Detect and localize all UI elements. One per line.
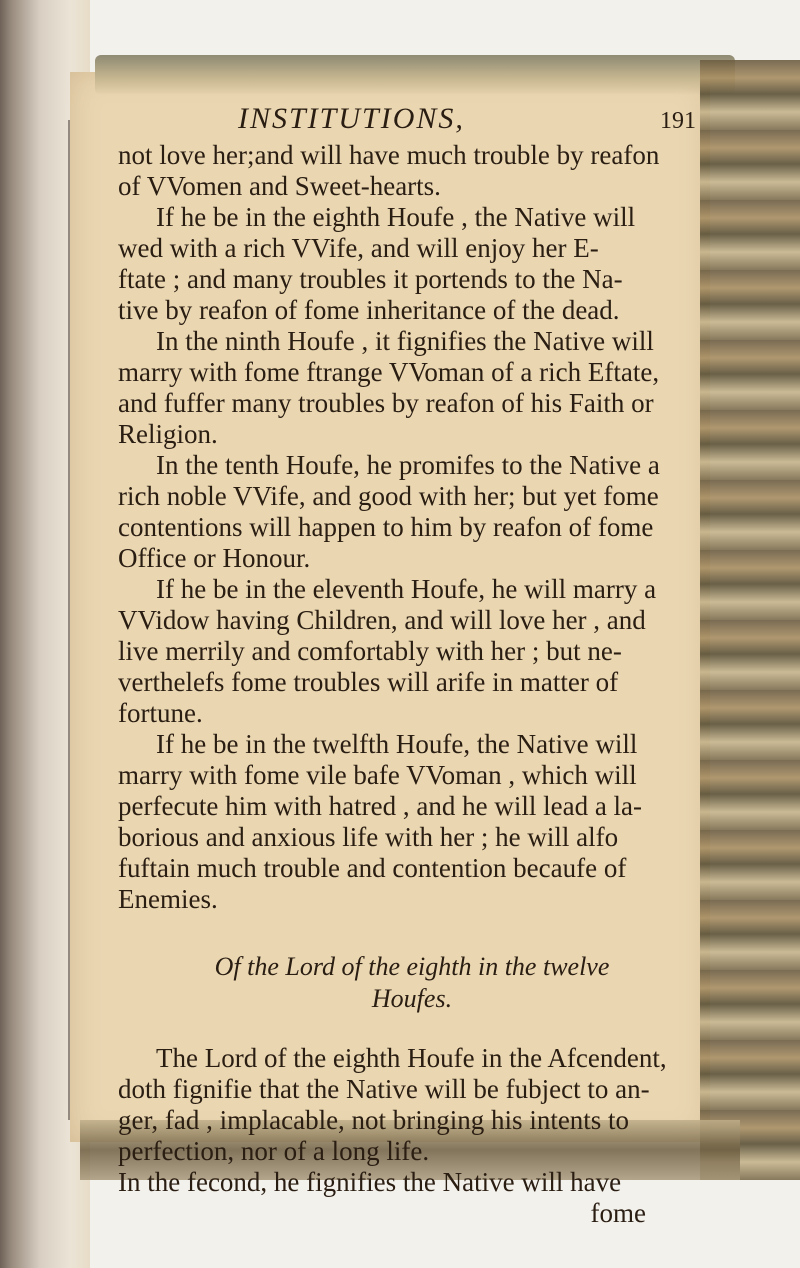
text-line: If he be in the eleventh Houfe, he will marry a <box>156 574 657 604</box>
text-line: tive by reafon of fome inheritance of the dead. <box>118 295 620 325</box>
text-line: In the tenth Houfe, he promifes to the Native a <box>156 450 660 480</box>
text-line: ftate ; and many troubles it portends to the Na- <box>118 264 623 294</box>
running-title: INSTITUTIONS, <box>238 102 465 135</box>
text-line: and fuffer many troubles by reafon of his Faith or <box>118 388 654 418</box>
text-line: Office or Honour. <box>118 543 311 573</box>
text-line: rich noble VVife, and good with her; but yet fome <box>118 481 659 511</box>
page-number: 191 <box>660 108 696 134</box>
section-heading <box>118 951 706 1015</box>
text-line: contentions will happen to him by reafon of fome <box>118 512 654 542</box>
text-line: VVidow having Children, and will love her , and <box>118 605 646 635</box>
text-line: marry with fome ftrange VVoman of a rich Eftate, <box>118 357 660 387</box>
text-line: ger, fad , implacable, not bringing his intents to <box>118 1105 630 1135</box>
text-line: wed with a rich VVife, and will enjoy her E- <box>118 233 599 263</box>
text-line: fuftain much trouble and contention becaufe of <box>118 853 627 883</box>
text-line: borious and anxious life with her ; he will alfo <box>118 822 619 852</box>
text-line: not love her;and will have much trouble by reafon <box>118 140 660 170</box>
section-heading-line2: Houfes. <box>371 984 453 1013</box>
text-line: Religion. <box>118 419 218 449</box>
text-line: The Lord of the eighth Houfe in the Afcendent, <box>156 1043 667 1073</box>
text-line: verthelefs fome troubles will arife in matter of <box>118 667 619 697</box>
text-line: In the ninth Houfe , it fignifies the Native will <box>156 326 654 356</box>
text-line: In the fecond, he fignifies the Native will have <box>118 1167 622 1197</box>
text-line: If he be in the eighth Houfe , the Native will <box>156 202 636 232</box>
text-line: perfecute him with hatred , and he will lead a la- <box>118 791 643 821</box>
section-heading-line1: Of the Lord of the eighth in the twelve <box>214 952 610 981</box>
text-line: of VVomen and Sweet-hearts. <box>118 171 441 201</box>
text-line: doth fignifie that the Native will be fubject to an- <box>118 1074 650 1104</box>
text-line: fortune. <box>118 698 203 728</box>
page-text <box>118 102 706 1229</box>
page-fore-edge <box>700 60 800 1180</box>
text-line: If he be in the twelfth Houfe, the Native will <box>156 729 638 759</box>
text-line: Enemies. <box>118 884 218 914</box>
page-top-edge <box>95 55 735 95</box>
text-line: marry with fome vile bafe VVoman , which will <box>118 760 637 790</box>
running-header <box>118 102 706 138</box>
text-line: live merrily and comfortably with her ; but ne- <box>118 636 622 666</box>
catchword: fome <box>590 1198 646 1228</box>
text-line: perfection, nor of a long life. <box>118 1136 430 1166</box>
